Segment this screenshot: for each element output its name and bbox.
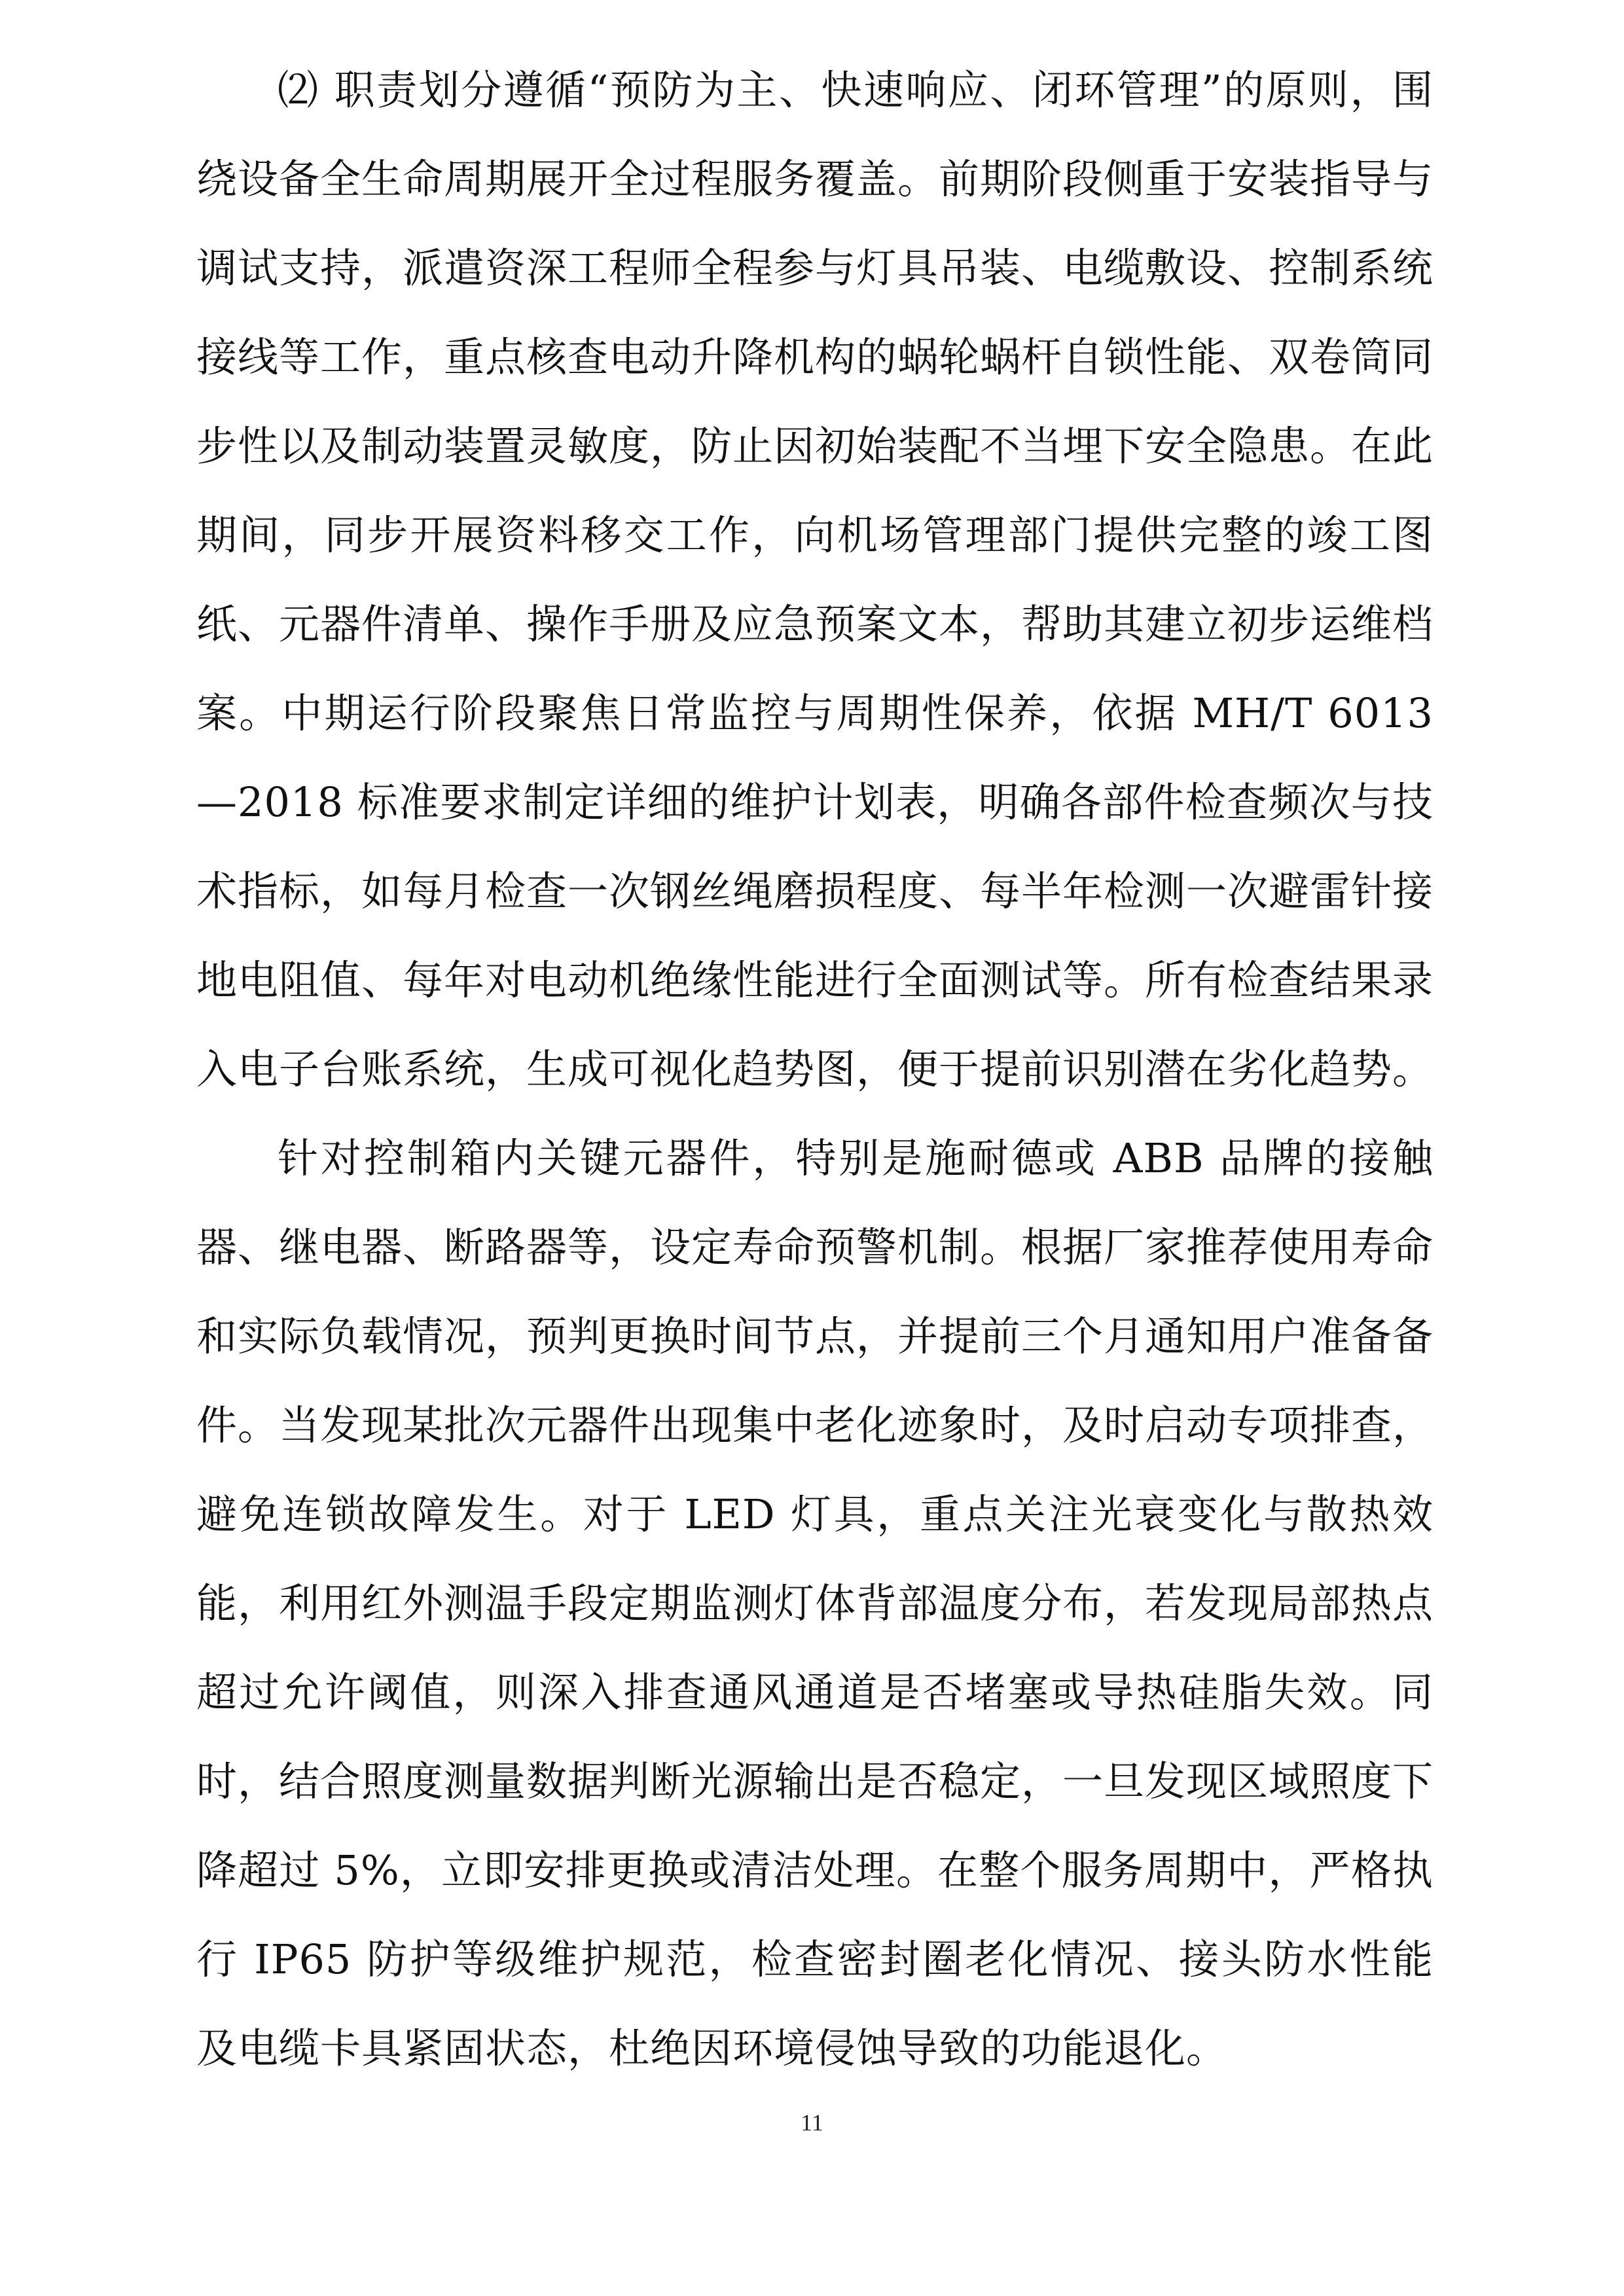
- page-number: 11: [801, 2109, 823, 2136]
- document-body: [196, 46, 1434, 2093]
- paragraph-responsibility-division: ⑵ 职责划分遵循“预防为主、快速响应、闭环管理”的原则，围绕设备全生命周期展开全过程服务覆盖。前期阶段侧重于安装指导与调试支持，派遣资深工程师全程参与灯具吊装、电缆敷设、控制系统接线等工作，重点核查电动升降机构的蜗轮蜗杆自锁性能、双卷筒同步性以及制动装置灵敏度，防止因初始装配不当埋下安全隐患。在此期间，同步开展资料移交工作，向机场管理部门提供完整的竣工图纸、元器件清单、操作手册及应急预案文本，帮助其建立初步运维档案。中期运行阶段聚焦日常监控与周期性保养，依据 MH/T 6013—2018 标准要求制定详细的维护计划表，明确各部件检查频次与技术指标，如每月检查一次钢丝绳磨损程度、每半年检测一次避雷针接地电阻值、每年对电动机绝缘性能进行全面测试等。所有检查结果录入电子台账系统，生成可视化趋势图，便于提前识别潜在劣化趋势。: [196, 66, 1434, 1093]
- paragraph-component-lifecycle: 针对控制箱内关键元器件，特别是施耐德或 ABB 品牌的接触器、继电器、断路器等，设定寿命预警机制。根据厂家推荐使用寿命和实际负载情况，预判更换时间节点，并提前三个月通知用户准备备件。当发现某批次元器件出现集中老化迹象时，及时启动专项排查，避免连锁故障发生。对于 LED 灯具，重点关注光衰变化与散热效能，利用红外测温手段定期监测灯体背部温度分布，若发现局部热点超过允许阈值，则深入排查通风通道是否堵塞或导热硅脂失效。同时，结合照度测量数据判断光源输出是否稳定，一旦发现区域照度下降超过 5%，立即安排更换或清洁处理。在整个服务周期中，严格执行 IP65 防护等级维护规范，检查密封圈老化情况、接头防水性能及电缆卡具紧固状态，杜绝因环境侵蚀导致的功能退化。: [196, 1134, 1434, 2072]
